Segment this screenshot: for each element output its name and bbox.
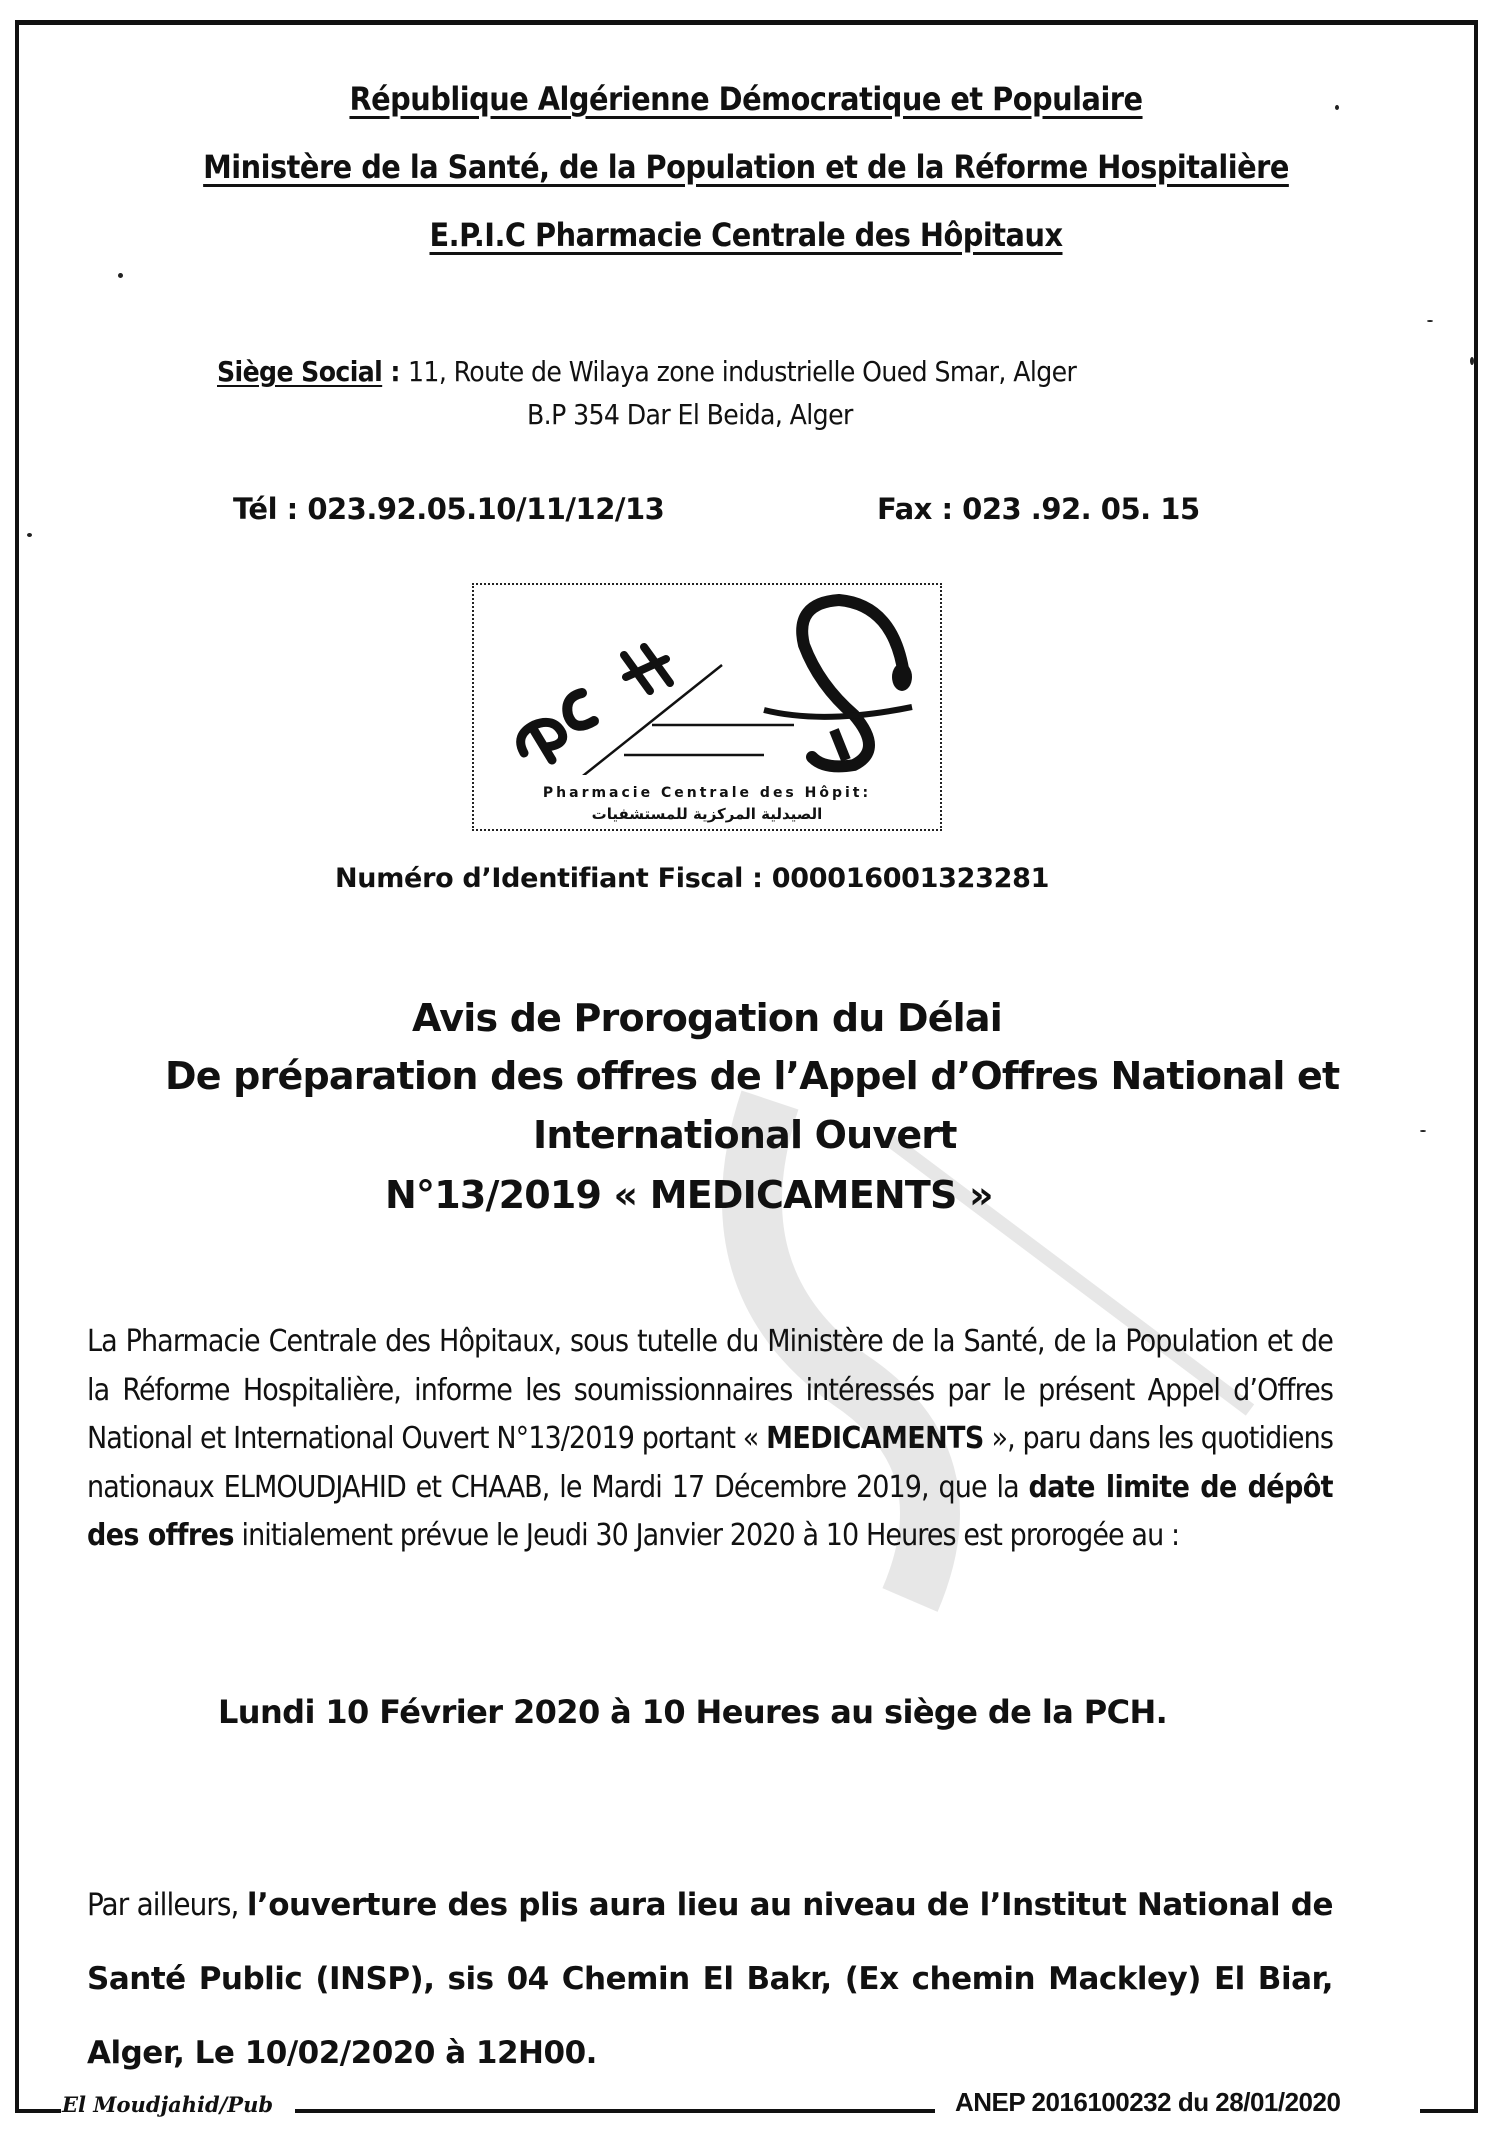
logo-arabic-caption: الصيدلية المركزية للمستشفيات	[591, 805, 823, 823]
scan-speck	[1470, 357, 1474, 365]
scan-speck	[1335, 105, 1339, 110]
paragraph-1-text-e: initialement prévue le Jeudi 30 Janvier 2020 à 10 Heures est prorogée au :	[233, 1518, 1180, 1553]
scan-speck	[118, 273, 123, 278]
fiscal-id: Numéro d’Identifiant Fiscal : 000016001323281	[335, 863, 1050, 894]
scan-speck	[27, 533, 32, 537]
address-line-1	[217, 355, 1076, 388]
header-republic: République Algérienne Démocratique et Populaire	[349, 80, 1143, 118]
paragraph-1-deadline-label: date limite de dépôt des offres	[87, 1469, 1333, 1553]
new-deadline: Lundi 10 Février 2020 à 10 Heures au siège de la PCH.	[218, 1693, 1168, 1731]
footer-rule-middle	[295, 2109, 935, 2113]
paragraph-2-text-a: Par ailleurs,	[87, 1887, 247, 1923]
telephone: Tél : 023.92.05.10/11/12/13	[233, 492, 665, 526]
paragraph-1-text-a: La Pharmacie Centrale des Hôpitaux, sous tutelle du Ministère de la Santé, de la Population et de la Réforme Hospitalière, informe les soumissionnaires intéressés par le présent Appel d’Offres National et International Ouvert N°13/2019 portant «	[87, 1324, 1333, 1456]
footer-rule-right	[1420, 2109, 1478, 2113]
address-label: Siège Social	[217, 355, 383, 388]
header-epic: E.P.I.C Pharmacie Centrale des Hôpitaux	[429, 216, 1063, 254]
address-line-2: B.P 354 Dar El Beida, Alger	[527, 398, 853, 431]
notice-title-line-1: Avis de Prorogation du Délai	[412, 996, 1002, 1040]
paragraph-1-medicaments: MEDICAMENTS	[766, 1421, 984, 1456]
fax: Fax : 023 .92. 05. 15	[877, 492, 1200, 526]
footer-rule-left	[19, 2109, 61, 2113]
pch-logo	[472, 583, 942, 831]
notice-title-line-4: N°13/2019 « MEDICAMENTS »	[385, 1173, 993, 1217]
header-ministry: Ministère de la Santé, de la Population et de la Réforme Hospitalière	[203, 148, 1289, 186]
pch-emblem-icon	[474, 585, 940, 775]
logo-caption: Pharmacie Centrale des Hôpit:	[542, 785, 872, 801]
notice-title-line-3: International Ouvert	[533, 1113, 957, 1157]
scan-speck	[1427, 320, 1433, 322]
footer-publisher: El Moudjahid/Pub	[62, 2092, 274, 2117]
address-street: 11, Route de Wilaya zone industrielle Oued Smar, Alger	[408, 355, 1077, 388]
paragraph-1-text-c: », paru dans les quotidiens nationaux ELMOUDJAHID et CHAAB, le Mardi 17 Décembre 2019, que la	[87, 1421, 1333, 1505]
address-separator: :	[382, 355, 408, 388]
notice-title-line-2: De préparation des offres de l’Appel d’Offres National et	[165, 1054, 1340, 1098]
scan-speck	[1420, 1130, 1426, 1132]
paragraph-2-opening-info: l’ouverture des plis aura lieu au niveau de l’Institut National de Santé Public (INSP), sis 04 Chemin El Bakr, (Ex chemin Mackley) El Biar, Alger, Le 10/02/2020 à 12H00.	[87, 1887, 1333, 2071]
footer-reference: ANEP 2016100232 du 28/01/2020	[955, 2087, 1341, 2117]
body-paragraph-1	[87, 1318, 1333, 1561]
body-paragraph-2	[87, 1868, 1333, 2090]
